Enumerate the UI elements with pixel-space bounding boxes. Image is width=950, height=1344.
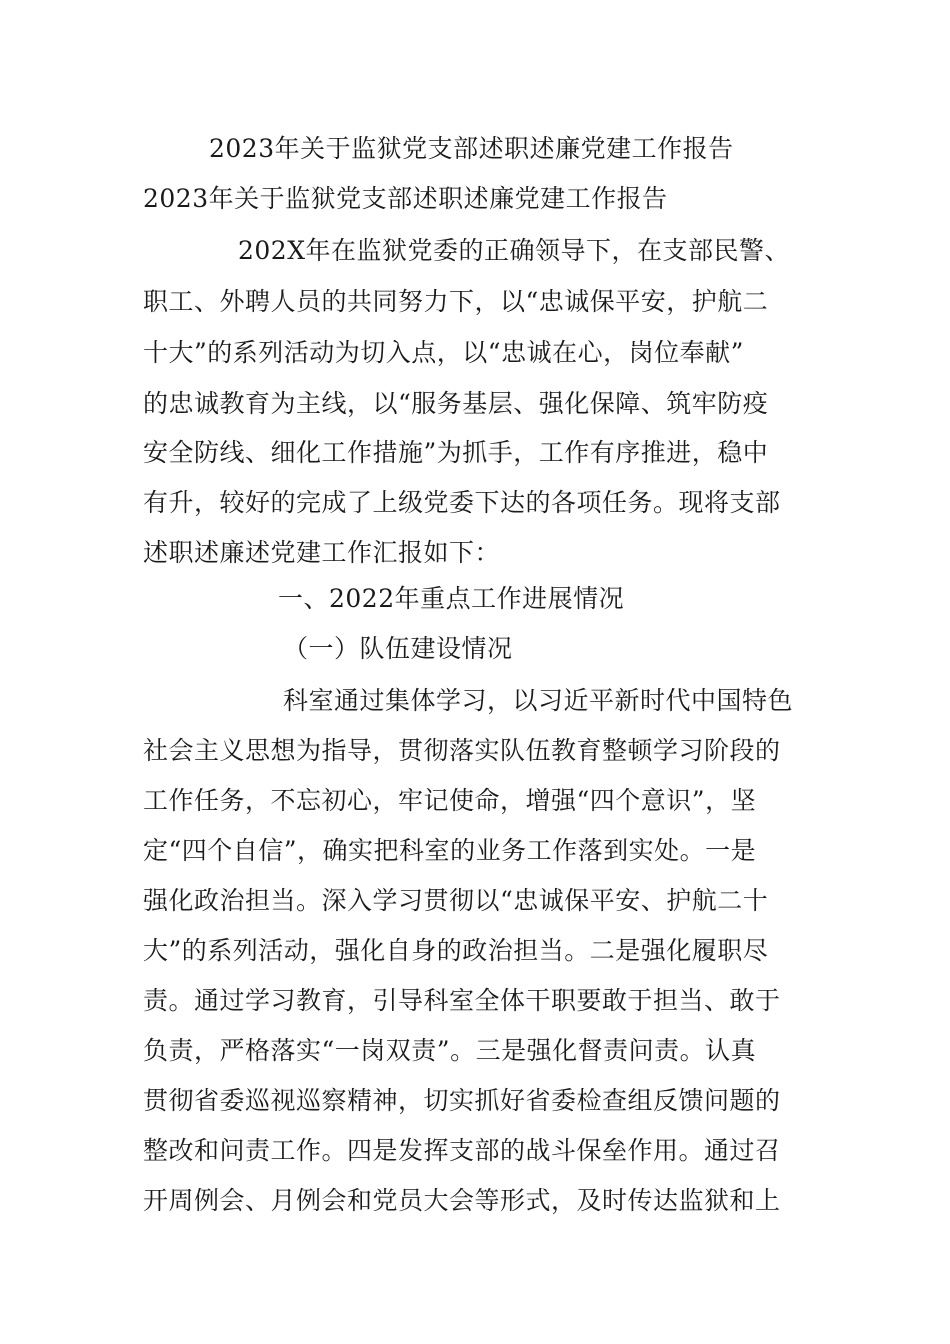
paragraph-line: 开周例会、月例会和党员大会等形式，及时传达监狱和上 <box>143 1186 781 1215</box>
paragraph-line: 负责，严格落实“一岗双责”。三是强化督责问责。认真 <box>143 1036 757 1065</box>
document-title: 2023年关于监狱党支部述职述廉党建工作报告 <box>143 184 668 213</box>
paragraph-line: 202X年在监狱党委的正确领导下，在支部民警、 <box>238 236 791 265</box>
paragraph-line: 贯彻省委巡视巡察精神，切实抓好省委检查组反馈问题的 <box>143 1086 781 1115</box>
paragraph-line: 社会主义思想为指导，贯彻落实队伍教育整顿学习阶段的 <box>143 736 781 765</box>
subsection-heading: （一）队伍建设情况 <box>283 634 513 663</box>
paragraph-line: 职工、外聘人员的共同努力下，以“忠诚保平安，护航二 <box>143 287 769 316</box>
paragraph-line: 十大”的系列活动为切入点，以“忠诚在心，岗位奉献” <box>143 338 744 367</box>
paragraph-line: 责。通过学习教育，引导科室全体干职要敢于担当、敢于 <box>143 986 781 1015</box>
paragraph-line: 的忠诚教育为主线，以“服务基层、强化保障、筑牢防疫 <box>143 389 769 418</box>
paragraph-line: 述职述廉述党建工作汇报如下： <box>143 538 501 567</box>
section-heading: 一、2022年重点工作进展情况 <box>278 584 625 613</box>
paragraph-line: 整改和问责工作。四是发挥支部的战斗保垒作用。通过召 <box>143 1136 781 1165</box>
paragraph-line: 大”的系列活动，强化自身的政治担当。二是强化履职尽 <box>143 936 769 965</box>
document-title-centered: 2023年关于监狱党支部述职述廉党建工作报告 <box>209 134 734 163</box>
paragraph-line: 安全防线、细化工作措施”为抓手，工作有序推进，稳中 <box>143 438 769 467</box>
paragraph-line: 科室通过集体学习，以习近平新时代中国特色 <box>283 686 794 715</box>
paragraph-line: 工作任务，不忘初心，牢记使命，增强“四个意识”，坚 <box>143 786 757 815</box>
paragraph-line: 有升，较好的完成了上级党委下达的各项任务。现将支部 <box>143 488 781 517</box>
paragraph-line: 强化政治担当。深入学习贯彻以“忠诚保平安、护航二十 <box>143 886 769 915</box>
paragraph-line: 定“四个自信”，确实把科室的业务工作落到实处。一是 <box>143 836 757 865</box>
